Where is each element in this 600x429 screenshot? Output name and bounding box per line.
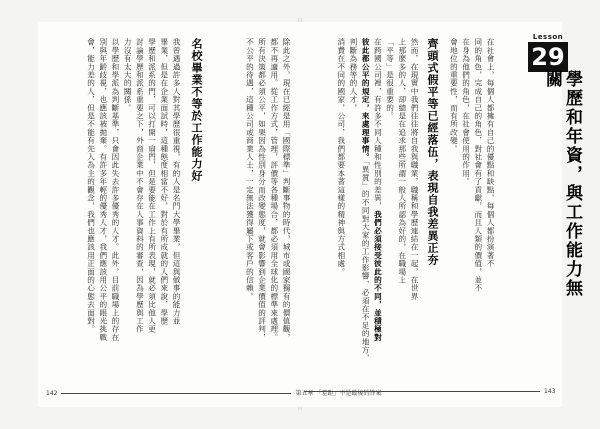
lesson-badge [528,33,568,72]
left-page-body [243,30,292,392]
right-col: 上那麼多的人，卻總是在追求那些所謂一般人所認為好的，在職場上 [397,37,407,284]
right-col: 消費在不同的國家，公司，我們都要本著這樣的精神與方式相處。 [336,37,346,276]
left-col: 都不再適用。從工作方式，管理，評價等各種場合，都必須用全球化的標準來處理。 [269,37,279,341]
right-footer [300,388,555,395]
right-col: 彼此都公平的規定，來處理事情。「異質」的不同對大家的工作影響，必須在不足的地方， [361,37,371,362]
lesson-title: 學歷和年資，與工作能力無關 [542,70,582,298]
section-heading-2: 名校畢業不等於工作能力好 [190,38,203,182]
emphasis-text: 彼此都公平的規定，來處理事情。 [361,37,371,161]
left-col: 力沒有太大的關係。 [123,37,133,112]
footer-rule [304,391,540,392]
left-col: 畢業，但是在企業面試時，這種態度相當不好，對於有所成就的人們來說，學歷 [159,37,169,325]
emphasis-text: 我們必須接受彼此的不同，並積極對 [373,209,383,341]
right-col: 在身為他們的角色，在社會使用的作用。 [461,37,471,186]
left-col: 不公平的待遇，這種公司或商業人士，一定無法獲得屬下或客戶的信賴。 [245,37,255,300]
right-col: 會地位的重要性，而有所改變。 [449,37,459,153]
right-page-body-2 [302,30,420,392]
right-col: 同的角色，完成自己的角色，對社會有了貢獻，而且人類的價值，並不 [473,37,483,292]
page-number: 143 [544,388,556,395]
footer-rule [61,393,291,394]
left-page [38,22,300,407]
left-col: 學歷和派系的門，可以打開一扇門，但是要能在工作上有所表現，就必須比他人更 [147,37,157,333]
left-col: 別與年齡歧視，也應該被拋棄。有許多年輕的優秀人才，我們應該用公平的眼光挑戰 [98,37,108,341]
left-col: 我曾遇過許多人對其學歷很重視，有的人是名門大學畢業，但這與做事的能力並 [172,37,181,325]
page-number: 142 [46,390,58,397]
lesson-label: Lesson [532,33,564,41]
left-col: 除此之外，現在已經是用「國際標準」判斷事物的時代，城市或國家獨有的價值觀， [282,37,291,341]
right-col: 然而，在現實中我們往往將自我與職業，職稱和學歷連結在一起，在世界 [410,37,419,300]
right-col: 「平等」是很重要的。 [385,37,395,120]
lesson-number: 29 [528,42,568,72]
left-col: 以學歷和學派為判斷基準，只會因此失去許多優秀的人才。此外，目前職場上的存在 [110,37,120,341]
right-col: 判斷為務等的人才， [348,37,358,112]
right-col: 在社會上，每個人都擁有自己的優點和缺點，每個人都扮演著不 [486,37,495,268]
section-heading-1: 齊頭式假平等已經落伍，表現自我差異正夯 [426,38,439,266]
left-col: 所有決策都必須公平，如果因為性別身分而改變態度，就會影響到企業價值的評判， [257,37,267,341]
right-page [300,22,562,407]
left-page-body-2 [42,30,182,392]
left-col: 會，能力差的人，但是不能有先入為主的觀念，我們也應該用正面的心態去面對。 [86,37,96,333]
right-col: 在跨國公司裡，有許多不同人種和性別的差異，我們必須接受彼此的不同，並積極對 [373,37,383,341]
running-footer: 第五章 「差距」不是最後的答案 [295,390,382,397]
right-page-body [447,30,496,392]
left-col: 討論學歷和派系重要之下，外商企業中不會存在人事資料的審查，因為學歷與工作 [135,37,145,333]
